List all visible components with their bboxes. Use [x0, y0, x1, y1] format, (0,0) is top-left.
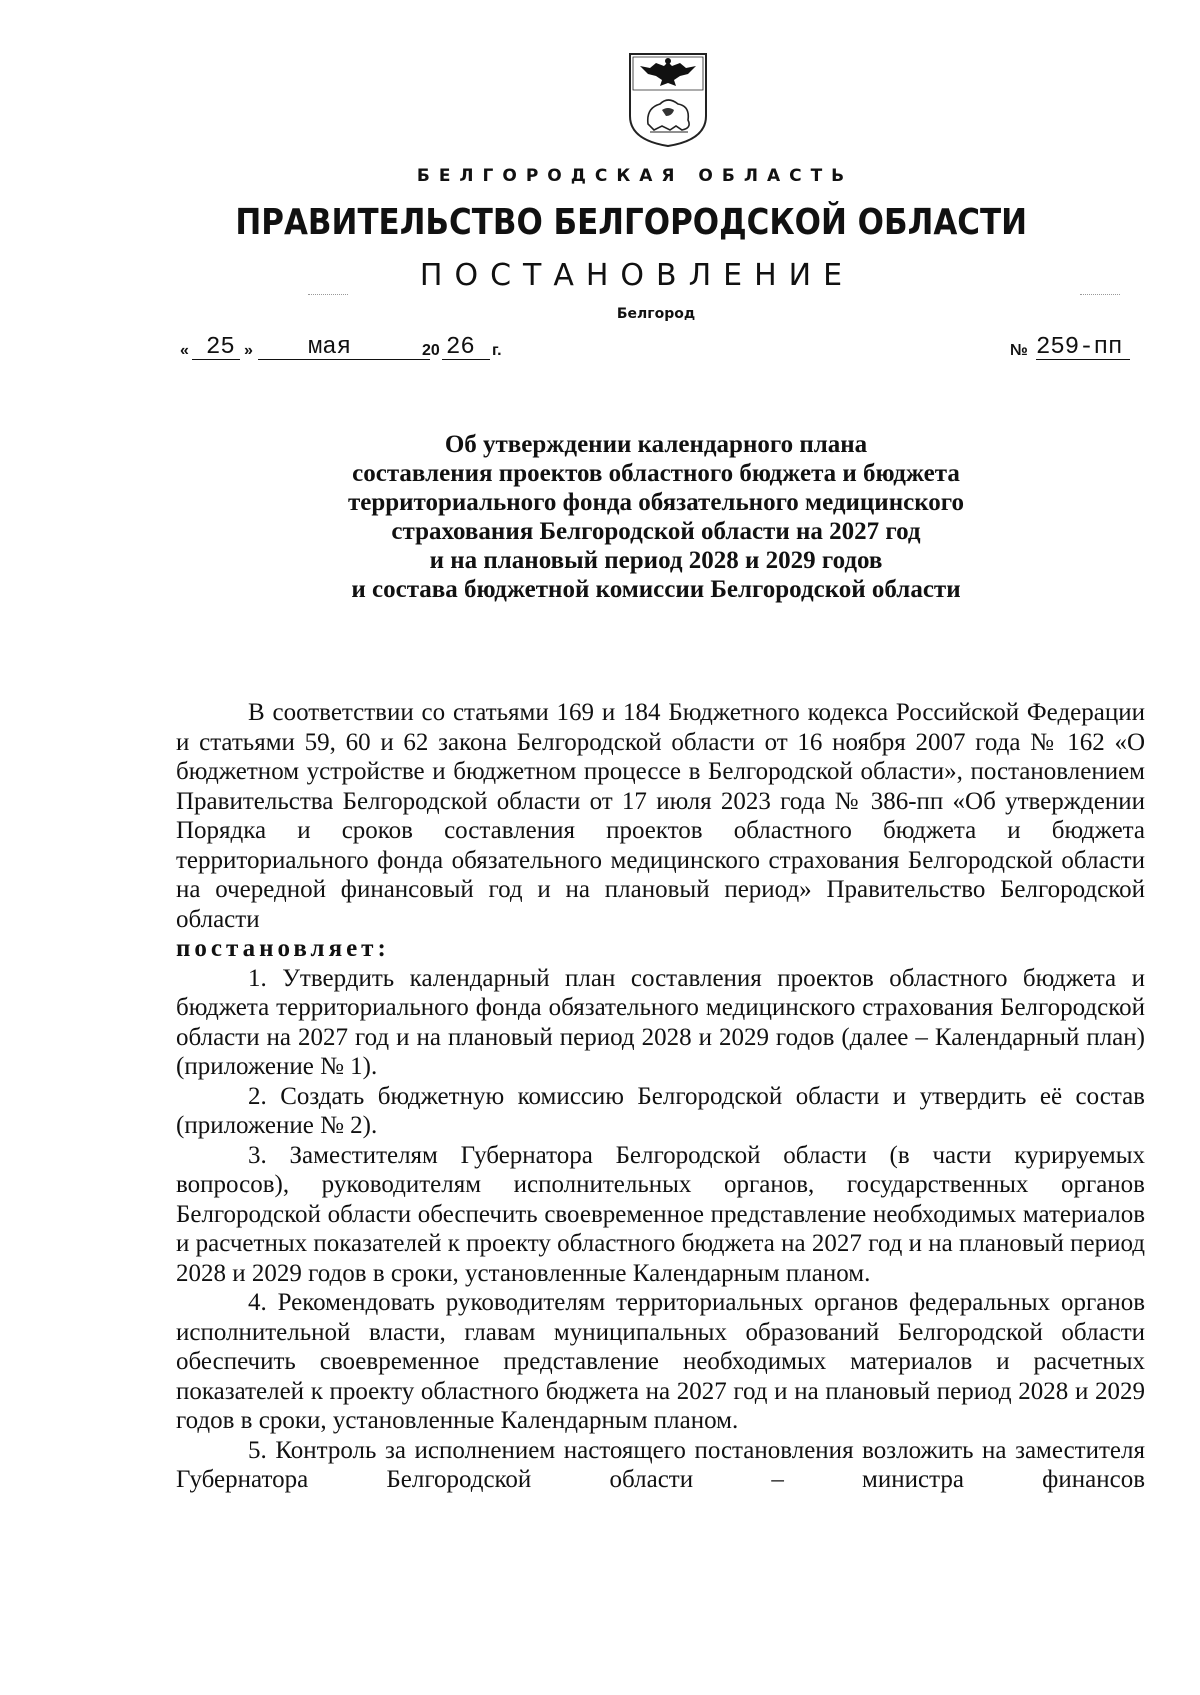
title-line: составления проектов областного бюджета и бюджета: [352, 460, 960, 487]
date-year-mark: г.: [492, 342, 502, 359]
title-line: Об утверждении календарного плана: [444, 431, 868, 458]
date-open-quote: «: [180, 342, 189, 359]
item-2: 2. Создать бюджетную комиссию Белгородской области и утвердить её состав (приложение № 2).: [176, 1082, 1145, 1139]
document-title: [176, 430, 1136, 604]
preamble-paragraph: В соответствии со статьями 169 и 184 Бюджетного кодекса Российской Федерации и статьями 59, 60 и 62 закона Белгородской области от 16 ноября 2007 года № 162 «О бюджетном устройстве и бюджетном процессе в Белгородской области», постановлением Правительства Белгородской области от 17 июля 2023 года № 386-пп «Об утверждении Порядка и сроков составления проектов областного бюджета и бюджета территориального фонда обязательного медицинского страхования Белгородской области на очередной финансовый год и на плановый период» Правительство Белгородской области: [176, 699, 1145, 933]
date-close-quote: »: [244, 342, 253, 359]
item-3: 3. Заместителям Губернатора Белгородской области (в части курируемых вопросов), руководителям исполнительных органов, государственных органов Белгородской области обеспечить своевременное представление необходимых материалов и расчетных показателей к проекту областного бюджета на 2027 год и на плановый период 2028 и 2029 годов в сроки, установленные Календарным планом.: [176, 1141, 1145, 1287]
document-body: [176, 698, 1145, 1495]
document-number: 259-пп: [1036, 334, 1123, 361]
number-underline: [1036, 359, 1130, 360]
decorative-dotted-line-left: [308, 294, 348, 295]
title-line: территориального фонда обязательного медицинского: [347, 489, 965, 516]
document-type: ПОСТАНОВЛЕНИЕ: [419, 258, 855, 293]
date-year-prefix: 20: [422, 342, 440, 359]
title-line: и состава бюджетной комиссии Белгородской области: [351, 576, 961, 603]
number-prefix: №: [1010, 342, 1028, 359]
title-line: и на плановый период 2028 и 2029 годов: [429, 547, 883, 574]
city-name: Белгород: [616, 306, 696, 322]
title-line: страхования Белгородской области на 2027 год: [391, 518, 921, 545]
decorative-dotted-line-right: [1080, 294, 1120, 295]
date-number-row: [180, 334, 1130, 364]
date-year-suffix: 26: [446, 334, 475, 361]
resolves-word: постановляет:: [176, 935, 390, 962]
date-day: 25: [206, 334, 235, 361]
region-name: БЕЛГОРОДСКАЯ ОБЛАСТЬ: [416, 166, 854, 186]
government-name: ПРАВИТЕЛЬСТВО БЕЛГОРОДСКОЙ ОБЛАСТИ: [235, 202, 1028, 243]
item-5: 5. Контроль за исполнением настоящего постановления возложить на заместителя Губернатора Белгородской области – министра финансов: [176, 1436, 1145, 1493]
date-month: мая: [308, 334, 352, 361]
day-underline: [192, 359, 240, 360]
item-4: 4. Рекомендовать руководителям территориальных органов федеральных органов исполнительной власти, главам муниципальных образований Белгородской области обеспечить своевременное представление необходимых материалов и расчетных показателей к проекту областного бюджета на 2027 год и на плановый период 2028 и 2029 годов в сроки, установленные Календарным планом.: [176, 1289, 1145, 1434]
year-underline: [442, 359, 490, 360]
item-1: 1. Утвердить календарный план составления проектов областного бюджета и бюджета территориального фонда обязательного медицинского страхования Белгородской области на 2027 год и на плановый период 2028 и 2029 годов (далее – Календарный план) (приложение № 1).: [176, 964, 1145, 1080]
coat-of-arms-emblem: [626, 50, 710, 148]
